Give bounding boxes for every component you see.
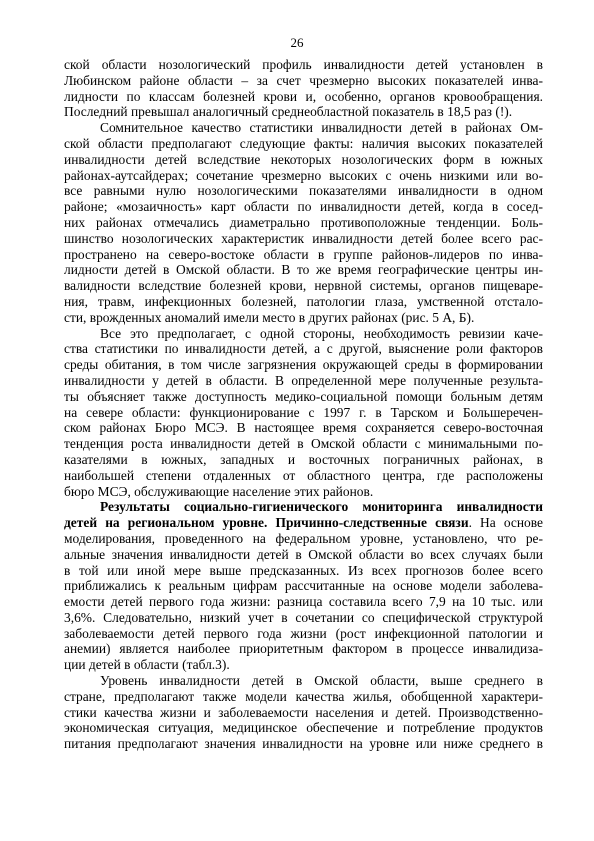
text-segment: экономическая ситуация, медицинское обеспечение и потребление продуктов: [64, 720, 543, 736]
text-line: [64, 563, 543, 579]
text-line: [64, 326, 543, 342]
text-segment: Сомнительное качество статистики инвалидности детей в районах Ом-: [100, 120, 543, 136]
text-segment: районе; «мозаичность» карт области по инвалидности детей, когда в сосед-: [64, 199, 543, 215]
text-segment: них районах отмечались диаметрально противоположные тенденции. Боль-: [64, 214, 543, 230]
text-line: [64, 720, 543, 736]
text-line: [64, 626, 543, 642]
text-segment: моделирования, проведенного на федеральном уровне, установлено, что ре-: [64, 530, 543, 546]
text-segment: Уровень инвалидности детей в Омской области, выше среднего в: [100, 673, 543, 689]
text-line: [64, 515, 543, 531]
text-line: [64, 389, 543, 405]
text-line: [64, 183, 543, 199]
text-line: [64, 89, 543, 105]
text-line: [64, 152, 543, 168]
text-line: [64, 357, 543, 373]
text-line: [64, 120, 543, 136]
text-segment: . На основе: [468, 515, 543, 531]
page-number: 26: [290, 35, 304, 50]
text-segment: в той или иной мере выше предсказанных. Из всех прогнозов более всего: [64, 562, 543, 578]
text-segment: все равными нулю нозологическими показателями инвалидности в одном: [64, 183, 543, 199]
text-line: [64, 262, 543, 278]
text-line: [64, 705, 543, 721]
text-line: [64, 610, 543, 626]
text-segment: тенденция роста инвалидности детей в Омской области с минимальными по-: [64, 436, 543, 452]
text-segment: ской области предполагают следующие факты: наличия высоких показателей: [64, 135, 543, 151]
text-segment: стране, предполагают также модели качества жилья, обобщенной характери-: [64, 688, 543, 704]
text-segment: приближались к реальным цифрам рассчитанные на основе модели заболева-: [64, 578, 543, 594]
text-segment: казателями в южных, западных и восточных пограничных районах, в: [64, 451, 543, 467]
text-line: [64, 578, 543, 594]
text-line: [64, 736, 543, 752]
text-line: [64, 673, 543, 689]
text-segment: сти, врожденных аномалий имели место в других районах (рис. 5 А, Б).: [64, 309, 475, 325]
text-segment: Любинском районе области – за счет чрезмерно высоких показателей инва-: [64, 72, 543, 88]
text-line: [64, 168, 543, 184]
text-line: [64, 373, 543, 389]
text-line: [64, 468, 543, 484]
text-segment: инвалидности у детей в области. В определенной мере полученные результа-: [64, 372, 543, 388]
text-line: [64, 484, 543, 500]
text-line: [64, 341, 543, 357]
text-segment: среды обитания, в том числе загрязнения окружающей среды в формировании: [64, 357, 543, 373]
text-line: [64, 231, 543, 247]
text-line: [64, 247, 543, 263]
text-segment: заболеваемости детей первого года жизни (рост инфекционной патологии и: [64, 625, 543, 641]
text-segment: питания предполагают значения инвалидности на уровне или ниже среднего в: [64, 736, 543, 752]
text-segment: бюро МСЭ, обслуживающие население этих районов.: [64, 483, 374, 499]
text-line: [64, 641, 543, 657]
text-line: [64, 531, 543, 547]
text-segment: 3,6%. Следовательно, низкий учет в сочетании со специфической структурой: [64, 609, 543, 625]
text-segment: ния, травм, инфекционных болезней, патологии глаза, умственной отстало-: [64, 293, 543, 309]
text-segment: ства статистики по инвалидности детей, а с другой, выяснение роли факторов: [64, 341, 543, 357]
text-line: [64, 547, 543, 563]
text-line: [64, 57, 543, 73]
text-line: [64, 199, 543, 215]
text-segment: районах-аутсайдерах; сочетание чрезмерно высоких с очень низкими или во-: [64, 167, 543, 183]
text-line: [64, 657, 543, 673]
text-segment: ты объясняет также доступность медико-социальной помощи больным детям: [64, 388, 543, 404]
text-line: [64, 420, 543, 436]
text-segment: лидности по классам болезней крови и, особенно, органов кровообращения.: [64, 88, 543, 104]
bold-text-segment: Результаты социально-гигиенического мониторинга инвалидности: [100, 499, 543, 515]
text-segment: ской области нозологический профиль инвалидности детей установлен в: [64, 57, 543, 72]
text-line: [64, 310, 543, 326]
text-segment: емости детей первого года жизни: разница составила всего 7,9 на 10 тыс. или: [64, 594, 543, 610]
text-segment: шинство нозологических характеристик инвалидности детей более всего рас-: [64, 230, 543, 246]
text-line: [64, 215, 543, 231]
text-segment: стики качества жизни и заболеваемости населения и детей. Производственно-: [64, 704, 543, 720]
text-segment: валидности вследствие болезней крови, нервной системы, органов пищеваре-: [64, 278, 543, 294]
text-segment: анемии) является наиболее приоритетным фактором в процессе инвалидиза-: [64, 641, 543, 657]
text-segment: наибольшей степени отдаленных от областного центра, где расположены: [64, 467, 543, 483]
text-segment: ском районах Бюро МСЭ. В настоящее время сохраняется северо-восточная: [64, 420, 543, 436]
text-segment: ции детей в области (табл.3).: [64, 657, 230, 673]
text-segment: Все это предполагает, с одной стороны, необходимость ревизии каче-: [100, 325, 543, 341]
text-line: [64, 689, 543, 705]
bold-text-segment: детей на региональном уровне. Причинно-следственные связи: [64, 515, 469, 531]
text-line: [64, 594, 543, 610]
text-segment: инвалидности детей вследствие некоторых нозологических форм в южных: [64, 151, 543, 167]
text-line: [64, 278, 543, 294]
text-segment: пространено на северо-востоке области в группе районов-лидеров по инва-: [64, 246, 543, 262]
text-segment: на севере области: функционирование с 1997 г. в Тарском и Большеречен-: [64, 404, 543, 420]
body-text: [64, 57, 543, 752]
text-line: [64, 73, 543, 89]
text-line: [64, 436, 543, 452]
text-line: [64, 405, 543, 421]
text-segment: лидности детей в Омской области. В то же время географические центры ин-: [64, 262, 543, 278]
text-segment: альные значения инвалидности детей в Омской области во всех случаях были: [64, 546, 543, 562]
text-line: [64, 499, 543, 515]
text-line: [64, 136, 543, 152]
text-line: [64, 294, 543, 310]
text-segment: Последний превышал аналогичный среднеобластной показатель в 18,5 раз (!).: [64, 104, 513, 120]
text-line: [64, 104, 543, 120]
text-line: [64, 452, 543, 468]
